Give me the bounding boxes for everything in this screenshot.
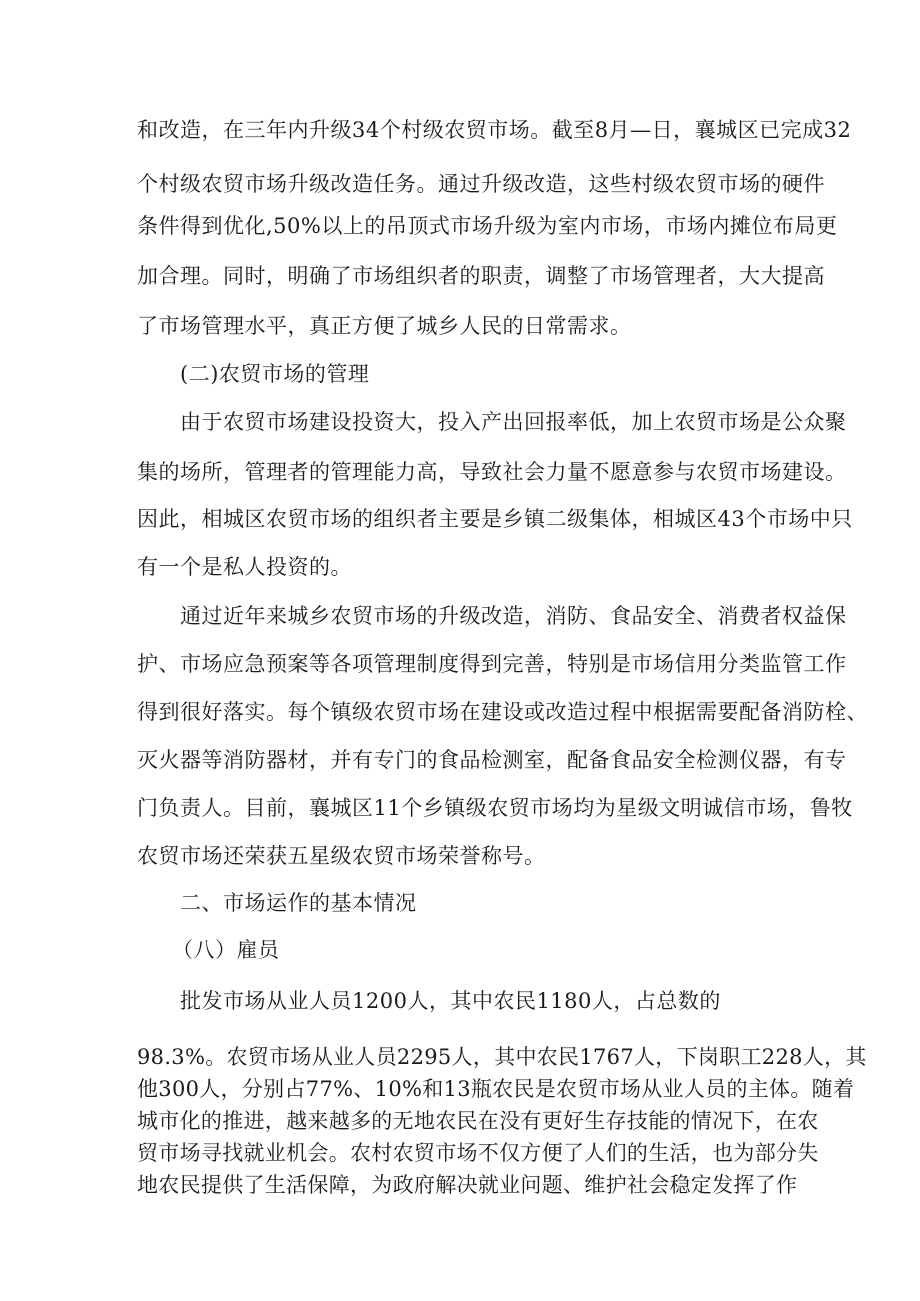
paragraph-4-intro: 批发市场从业人员1200人，其中农民1180人，占总数的 [180,989,721,1013]
paragraph-2-line-3: 因此，相城区农贸市场的组织者主要是乡镇二级集体，相城区43个市场中只 [137,507,853,531]
paragraph-1-line-3: 条件得到优化,50%以上的吊顶式市场升级为室内市场，市场内摊位布局更 [137,214,838,238]
paragraph-3-line-6: 农贸市场还荣获五星级农贸市场荣誉称号。 [137,844,546,868]
paragraph-3-line-2: 护、市场应急预案等各项管理制度得到完善，特别是市场信用分类监管工作 [137,652,847,676]
paragraph-4-line-2: 他300人，分别占77%、10%和13瓶农民是农贸市场从业人员的主体。随着 [137,1077,855,1101]
paragraph-4-line-4: 贸市场寻找就业机会。农村农贸市场不仅方便了人们的生活，也为部分失 [137,1141,819,1165]
paragraph-1-line-2: 个村级农贸市场升级改造任务。通过升级改造，这些村级农贸市场的硬件 [137,172,825,196]
paragraph-1-line-1: 和改造，在三年内升级34个村级农贸市场。截至8月—日，襄城区已完成32 [137,118,852,142]
section-heading: 二、市场运作的基本情况 [180,891,417,915]
subsection-heading-employees: （八）雇员 [172,938,280,962]
paragraph-1-line-5: 了市场管理水平，真正方便了城乡人民的日常需求。 [137,314,632,338]
paragraph-2-line-2: 集的场所，管理者的管理能力高，导致社会力量不愿意参与农贸市场建设。 [137,460,847,484]
paragraph-4-line-1: 98.3%。农贸市场从业人员2295人，其中农民1767人，下岗职工228人，其 [137,1045,867,1069]
paragraph-3-line-1: 通过近年来城乡农贸市场的升级改造，消防、食品安全、消费者权益保 [180,604,847,628]
paragraph-3-line-4: 灭火器等消防器材，并有专门的食品检测室，配备食品安全检测仪器，有专 [137,748,847,772]
paragraph-1-line-4: 加合理。同时，明确了市场组织者的职责，调整了市场管理者，大大提高 [137,264,825,288]
paragraph-3-line-3: 得到很好落实。每个镇级农贸市场在建设或改造过程中根据需要配备消防栓、 [137,700,868,724]
paragraph-3-line-5: 门负责人。目前，襄城区11个乡镇级农贸市场均为星级文明诚信市场，鲁牧 [137,796,853,820]
paragraph-2-line-4: 有一个是私人投资的。 [137,555,352,579]
paragraph-4-line-5: 地农民提供了生活保障，为政府解决就业问题、维护社会稳定发挥了作 [137,1173,798,1197]
paragraph-4-line-3: 城市化的推进，越来越多的无地农民在没有更好生存技能的情况下，在农 [137,1109,819,1133]
subheading-management: (二)农贸市场的管理 [180,362,370,386]
paragraph-2-line-1: 由于农贸市场建设投资大，投入产出回报率低，加上农贸市场是公众聚 [180,410,847,434]
